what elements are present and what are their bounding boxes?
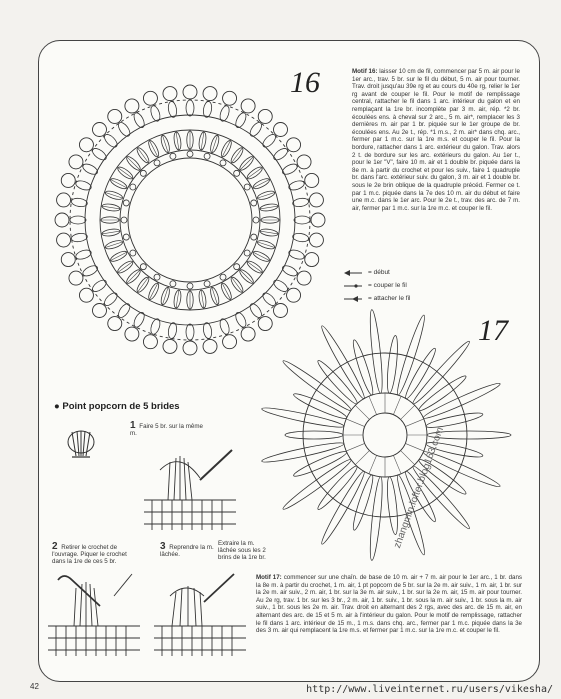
galon-stitch [239, 156, 253, 170]
scallop-arc [183, 341, 197, 355]
galon-stitch [126, 269, 140, 283]
spoke-loop [292, 448, 348, 479]
inner-arc [253, 217, 259, 223]
scallop-arc [57, 233, 71, 247]
outer-v-loop [281, 264, 299, 278]
outer-v-loop [202, 101, 212, 118]
inner-arc [130, 250, 136, 256]
scallop-arc [287, 138, 301, 152]
scallop-arc [163, 339, 177, 353]
outer-v-loop [218, 318, 231, 336]
scallop-arc [79, 288, 93, 302]
cut-thread-icon [342, 282, 364, 290]
footer-url: http://www.liveinternet.ru/users/vikesha/ [306, 684, 553, 695]
center-stitch [369, 455, 377, 473]
scallop-arc [309, 233, 323, 247]
scallop-arc [69, 271, 83, 285]
legend-start [342, 266, 410, 279]
inner-arc [204, 153, 210, 159]
scallop-arc [223, 335, 237, 349]
popcorn-step-2 [52, 543, 134, 566]
center-stitch [355, 405, 369, 419]
legend-cut-label: = couper le fil [368, 282, 407, 289]
outer-v-loop [272, 278, 290, 294]
outer-v-loop [91, 146, 109, 162]
spoke-loop [281, 358, 354, 414]
inner-arc [123, 200, 129, 206]
spoke-loop [281, 456, 354, 512]
scallop-arc [183, 85, 197, 99]
scallop-arc [61, 253, 75, 267]
inner-arc [234, 170, 240, 176]
spoke-loop [368, 476, 385, 560]
scallop-arc [203, 87, 217, 101]
center-stitch [369, 396, 377, 414]
outer-v-loop [234, 311, 248, 329]
inner-arc [140, 264, 146, 270]
scallop-arc [108, 317, 122, 331]
spoke-loop [261, 405, 345, 430]
popcorn-step-1-illustration [140, 440, 240, 535]
scallop-arc [55, 213, 69, 227]
step-3-number: 3 [160, 541, 166, 552]
scallop-arc [311, 213, 325, 227]
center-stitch [401, 405, 415, 419]
outer-v-loop [71, 232, 88, 242]
outer-v-loop [71, 197, 88, 207]
spoke-loop [285, 431, 343, 439]
outer-v-loop [292, 197, 309, 207]
spoke-loop [394, 314, 428, 396]
popcorn-step-4 [218, 540, 268, 562]
inner-arc [204, 281, 210, 287]
scallop-arc [143, 91, 157, 105]
page-number: 42 [30, 682, 39, 691]
scallop-arc [125, 327, 139, 341]
scallop-arc [125, 99, 139, 113]
outer-v-loop [149, 105, 162, 123]
outer-v-loop [288, 179, 306, 192]
inner-arc [123, 234, 129, 240]
spoke-loop [385, 335, 399, 394]
center-stitch [393, 396, 401, 414]
outer-v-loop [132, 111, 146, 129]
center-stitch [405, 419, 423, 427]
center-stitch [346, 419, 364, 427]
scallop-arc [223, 91, 237, 105]
scallop-arc [61, 173, 75, 187]
bullet-icon: ● [54, 401, 63, 412]
inner-arc [170, 281, 176, 287]
outer-v-loop [102, 291, 119, 308]
motif-17-text: commencer sur une chaîn. de base de 10 m. air + 7 m. air pour le 1er arc., 1 br. dans la 8e m. à partir du crochet, 1 m. air, 1 pt popcorn de 5 br. sur la 2e m. air suiv., 1 m. air, 1 br. sur la 2e m. air suiv., 2 m. air, 1 br. sur la 3e m. air suiv., 1 br. sur la 2e m. air, 15 m. air pour tourner. Au 2e rg, trav. 1 br. sur les 3 br., 2 m. air, 1 br. suiv., 1 br. sous la m. air suiv., 1 br. sous la m. air suiv., 1 br. sous les 2e m. air. Trav. droit en alternant des 2 rgs, avec des arc. de 15 m. air, en alternant des arc. de 15 et 5 m. air à l'intérieur du galon. Pour le motif de remplissage, rattacher le fil dans 1 arc. intérieur de 15 m., 1 m.s. dans chq. arc., fermer par 1 m.c. piquée dans la 3e des 3 m. air qui remplacent la 1re m.s. et fermer par 1 m.c. sur la 1re m.c. et couper le fil. [256, 574, 522, 635]
inner-arc [187, 283, 193, 289]
scallop-arc [163, 87, 177, 101]
outer-v-loop [186, 100, 194, 116]
step-2-number: 2 [52, 541, 58, 552]
center-stitch [405, 443, 423, 451]
scallop-arc [305, 253, 319, 267]
popcorn-step-1 [130, 422, 210, 437]
outer-v-loop [102, 132, 119, 149]
outer-v-loop [167, 322, 177, 339]
inner-arc [244, 184, 250, 190]
inner-arc [220, 160, 226, 166]
outer-v-loop [116, 121, 132, 139]
scallop-arc [92, 304, 106, 318]
step-1-number: 1 [130, 420, 136, 431]
outer-v-loop [167, 101, 177, 118]
legend-attach-label: = attacher le fil [368, 295, 411, 302]
scallop-arc [92, 122, 106, 136]
legend-start-label: = début [368, 269, 390, 276]
inner-arc [187, 151, 193, 157]
galon-stitch [239, 269, 253, 283]
outer-v-loop [234, 111, 248, 129]
motif-16-text: laisser 10 cm de fil, commencer par 5 m. air pour le 1er arc., trav. 5 br. sur le fil du début, 5 m. air pour tourner. Trav. droit jusqu'au 39e rg et au cours du 40e rg, relier le 1er rg avant de couper le fil. Pour le motif de remplissage central, rattacher le fil dans 1 arc. intérieur du galon et en remplaçant la 1re br. incomplète par 3 m. air, rép. *2 br. écoulées ens. à cheval sur 2 arc., 5 m. air*, remplacer les 3 dernières m. air par 1 br. piquée sur le 1er groupe de br. écoulées ens. Au 2e t., rép. *1 m.s., 2 m. air* dans chq. arc., fermer par 1 m.c. sur la 1re m.s. et couper le fil. Pour la bordure, rattacher dans 1 arc. extérieur du galon. Trav. alors 2 t. de bordure sur les arc. extérieurs du galon. Au 1er t., pour le 1er "V", faire 10 m. air et 1 double br. piquée dans la 8e m. à partir du crochet et pour les suiv., faire 1 quadruple br. dans l'arc. extérieur suiv. du galon, 3 m. air et 1 double br. sous le 2e brin oblique de la quadruple précéd. Fermer ce t. par 1 m.c. piquée dans la 7e des 10 m. air du début et faire une m.c. dans le 1er arc. Pour le 2e t., trav. des arc. de 7 m. air, fermer par 1 m.c. sur la 1re m.c. et couper le fil. [352, 68, 520, 212]
scallop-arc [79, 138, 93, 152]
scallop-arc [258, 109, 272, 123]
inner-arc [130, 184, 136, 190]
center-stitch [401, 451, 415, 465]
center-stitch [393, 455, 401, 473]
motif-17-number: 17 [478, 314, 508, 347]
outer-v-loop [272, 146, 290, 162]
outer-v-loop [281, 162, 299, 176]
inner-arc [251, 200, 257, 206]
scallop-arc [57, 193, 71, 207]
spoke-loop [261, 440, 345, 465]
popcorn-symbol-icon [64, 426, 98, 462]
galon-stitch [126, 156, 140, 170]
outer-v-loop [75, 179, 93, 192]
step-1-text: Faire 5 br. sur la même m. [130, 423, 203, 438]
scallop-arc [69, 155, 83, 169]
spoke-loop [403, 346, 439, 400]
outer-v-loop [186, 324, 194, 340]
step-4-text: Extraire la m. lâchée sous les 2 brins de la 1re br. [218, 540, 266, 562]
scallop-arc [305, 173, 319, 187]
inner-arc [121, 217, 127, 223]
scallop-arc [203, 339, 217, 353]
step-2-text: Retirer le crochet de l'ouvrage. Piquer le crochet dans la 1re de ces 5 br. [52, 544, 127, 566]
start-arrow-icon [342, 269, 364, 277]
scallop-arc [309, 193, 323, 207]
spoke-loop [319, 469, 368, 546]
inner-arc [244, 250, 250, 256]
spoke-loop [417, 373, 469, 414]
motif-16-heading: Motif 16: [352, 68, 378, 75]
legend-cut [342, 279, 410, 292]
step-3-text: Reprendre la m. lâchée. [160, 544, 214, 559]
inner-arc [170, 153, 176, 159]
popcorn-step-3 [160, 543, 215, 558]
popcorn-step-2-illustration [44, 566, 144, 661]
popcorn-title-text: Point popcorn de 5 brides [62, 401, 180, 412]
outer-v-loop [202, 322, 212, 339]
scallop-arc [297, 271, 311, 285]
outer-v-loop [288, 248, 306, 261]
spoke-loop [368, 309, 385, 393]
inner-arc [220, 274, 226, 280]
spoke-loop [292, 391, 348, 422]
outer-v-loop [70, 216, 86, 224]
inner-arc [154, 160, 160, 166]
inner-arc [140, 170, 146, 176]
scallop-arc [297, 155, 311, 169]
scallop-arc [143, 335, 157, 349]
motif-17-instructions [256, 574, 522, 635]
outer-v-loop [261, 132, 278, 149]
watermark: zhangmin.lofter.blog163.com [392, 425, 447, 550]
center-stitch [346, 443, 364, 451]
inner-arc [251, 234, 257, 240]
outer-v-loop [294, 216, 310, 224]
outer-v-loop [248, 121, 264, 139]
scallop-arc [108, 109, 122, 123]
spoke-loop [319, 324, 368, 401]
motif-17-heading: Motif 17: [256, 574, 282, 581]
spoke-loop [385, 476, 399, 535]
scallop-arc [274, 122, 288, 136]
outer-v-loop [292, 232, 309, 242]
popcorn-title [54, 401, 180, 412]
motif-16-instructions [352, 68, 520, 212]
scallop-arc [241, 99, 255, 113]
outer-v-loop [75, 248, 93, 261]
inner-arc [234, 264, 240, 270]
center-stitch [355, 451, 369, 465]
motif-16-number: 16 [290, 66, 320, 99]
outer-v-loop [81, 162, 99, 176]
inner-arc [154, 274, 160, 280]
outer-v-loop [149, 318, 162, 336]
outer-v-loop [218, 105, 231, 123]
popcorn-step-3-illustration [150, 566, 250, 661]
